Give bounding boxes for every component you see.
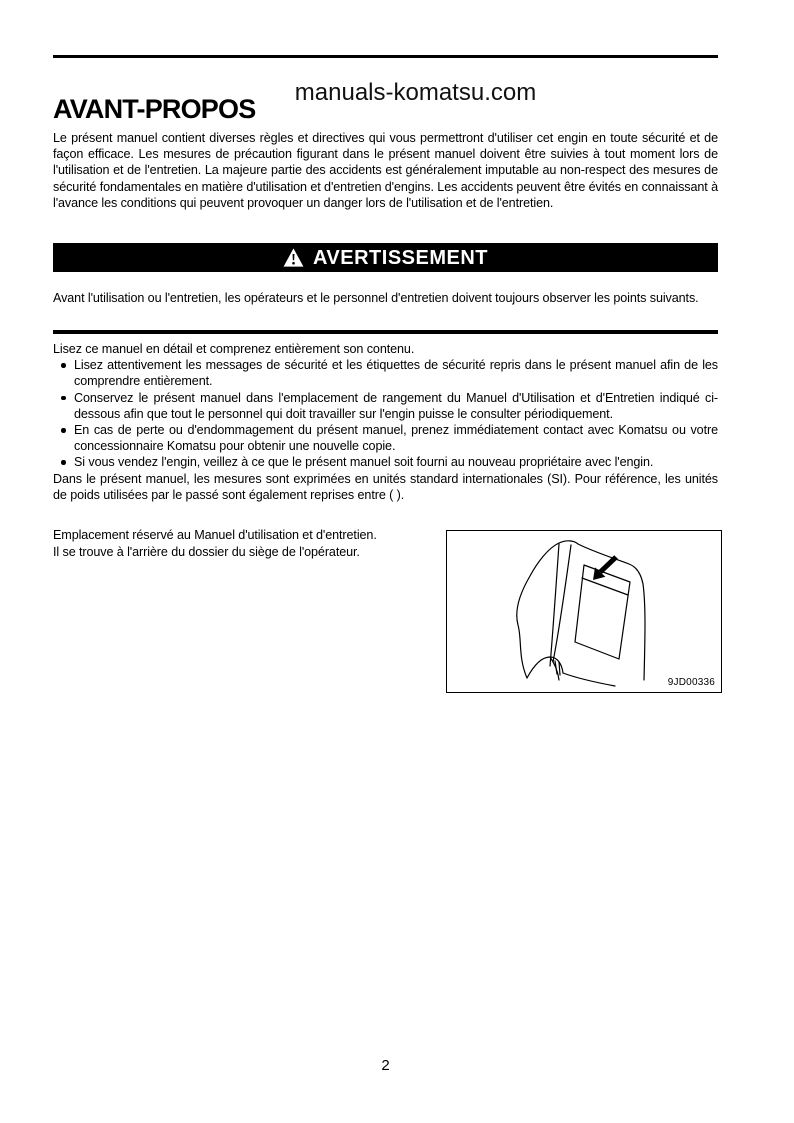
warning-lead-paragraph: Avant l'utilisation ou l'entretien, les opérateurs et le personnel d'entretien doivent toujours observer les points suivants. (53, 291, 699, 305)
list-item (53, 390, 718, 422)
list-item (53, 357, 718, 389)
page-number: 2 (381, 1057, 390, 1074)
bullet-icon (61, 396, 66, 401)
figure-code: 9JD00336 (667, 677, 715, 688)
bullet-text: Si vous vendez l'engin, veillez à ce que le présent manuel soit fourni au nouveau propriétaire avec l'engin. (74, 455, 654, 470)
read-instruction-line: Lisez ce manuel en détail et comprenez entièrement son contenu. (53, 342, 415, 356)
intro-paragraph: Le présent manuel contient diverses règles et directives qui vous permettront d'utiliser cet engin en toute sécurité et de façon efficace. Les mesures de précaution figurant dans le présent manuel doivent être suivies à tout moment lors de l'utilisation et de l'entretien. La majeure partie des accidents est généralement imputable au non-respect des mesures de sécurité fondamentales en matière d'utilisation et d'entretien d'engins. Les accidents peuvent être évités en connaissant à l'avance les conditions qui peuvent provoquer un danger lors de l'utilisation et de l'entretien. (53, 131, 718, 210)
bullet-text: En cas de perte ou d'endommagement du présent manuel, prenez immédiatement contact avec Komatsu ou votre concessionnaire Komatsu pour obtenir une nouvelle copie. (74, 423, 718, 454)
bullet-text: Conservez le présent manuel dans l'emplacement de rangement du Manuel d'Utilisation et d'Entretien indiqué ci-dessous afin que tout le personnel qui doit travailler sur l'engin puisse le consulter périodiquement. (74, 390, 718, 421)
page-title: AVANT-PROPOS (53, 94, 256, 124)
storage-note-line1: Emplacement réservé au Manuel d'utilisation et d'entretien. (53, 528, 377, 542)
warning-triangle-icon (283, 248, 304, 267)
warning-banner (53, 243, 718, 272)
seat-figure-frame (446, 530, 722, 693)
storage-note (53, 527, 443, 561)
section-rule (53, 330, 718, 334)
bullet-icon (61, 428, 66, 433)
list-item (53, 454, 718, 470)
watermark-text: manuals-komatsu.com (294, 79, 537, 106)
warning-bullet-list (53, 357, 718, 470)
warning-banner-label: AVERTISSEMENT (312, 246, 489, 269)
units-note-paragraph: Dans le présent manuel, les mesures sont exprimées en unités standard internationales (SI). Pour référence, les unités de poids utilisées par le passé sont également reprises entre ( ). (53, 471, 718, 502)
bullet-icon (61, 363, 66, 368)
bullet-icon (61, 460, 66, 465)
bullet-text: Lisez attentivement les messages de sécurité et les étiquettes de sécurité repris dans le présent manuel afin de les comprendre entièrement. (74, 358, 718, 389)
storage-note-line2: Il se trouve à l'arrière du dossier du siège de l'opérateur. (53, 544, 360, 559)
list-item (53, 422, 718, 454)
header-rule (53, 55, 718, 58)
seat-back-pocket-drawing (447, 531, 721, 692)
warning-body-section (53, 341, 718, 503)
